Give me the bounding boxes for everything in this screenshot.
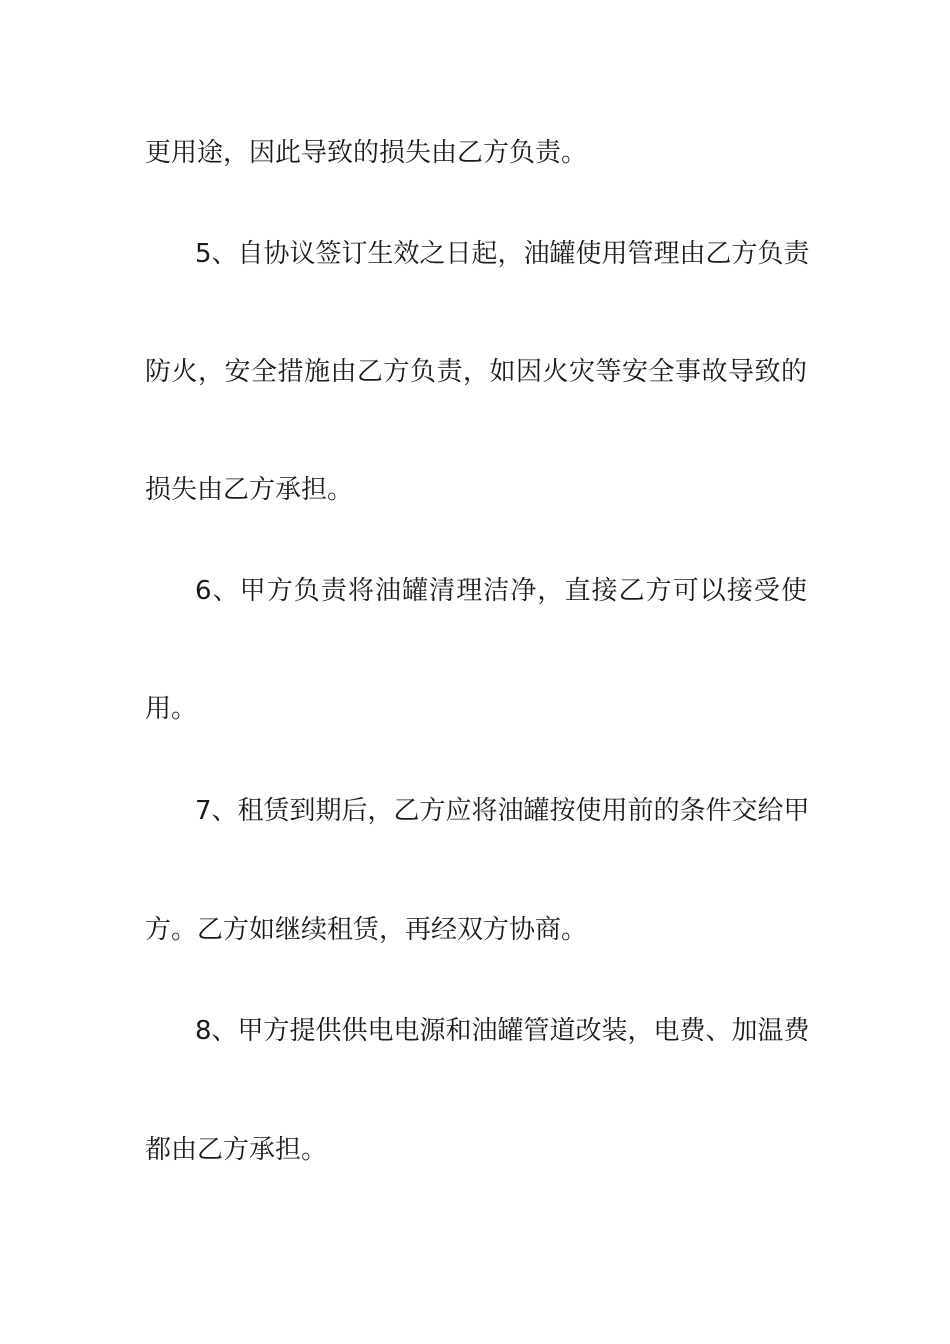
clause-7-line-2: 方。乙方如继续租赁，再经双方协商。 bbox=[145, 915, 588, 945]
clause-6-line-1: 6、甲方负责将油罐清理洁净，直接乙方可以接受使 bbox=[195, 576, 807, 606]
clause-7-line-1: 7、租赁到期后，乙方应将油罐按使用前的条件交给甲 bbox=[195, 796, 810, 826]
clause-5-line-2: 防火，安全措施由乙方负责，如因火灾等安全事故导致的 bbox=[145, 357, 807, 387]
clause-6-line-2: 用。 bbox=[145, 694, 198, 724]
clause-8-line-1: 8、甲方提供供电电源和油罐管道改装，电费、加温费 bbox=[195, 1016, 810, 1046]
clause-5-line-3: 损失由乙方承担。 bbox=[145, 475, 354, 505]
text-line: 更用途，因此导致的损失由乙方负责。 bbox=[145, 138, 588, 168]
clause-8-line-2: 都由乙方承担。 bbox=[145, 1135, 328, 1165]
clause-5-line-1: 5、自协议签订生效之日起，油罐使用管理由乙方负责 bbox=[195, 239, 810, 269]
